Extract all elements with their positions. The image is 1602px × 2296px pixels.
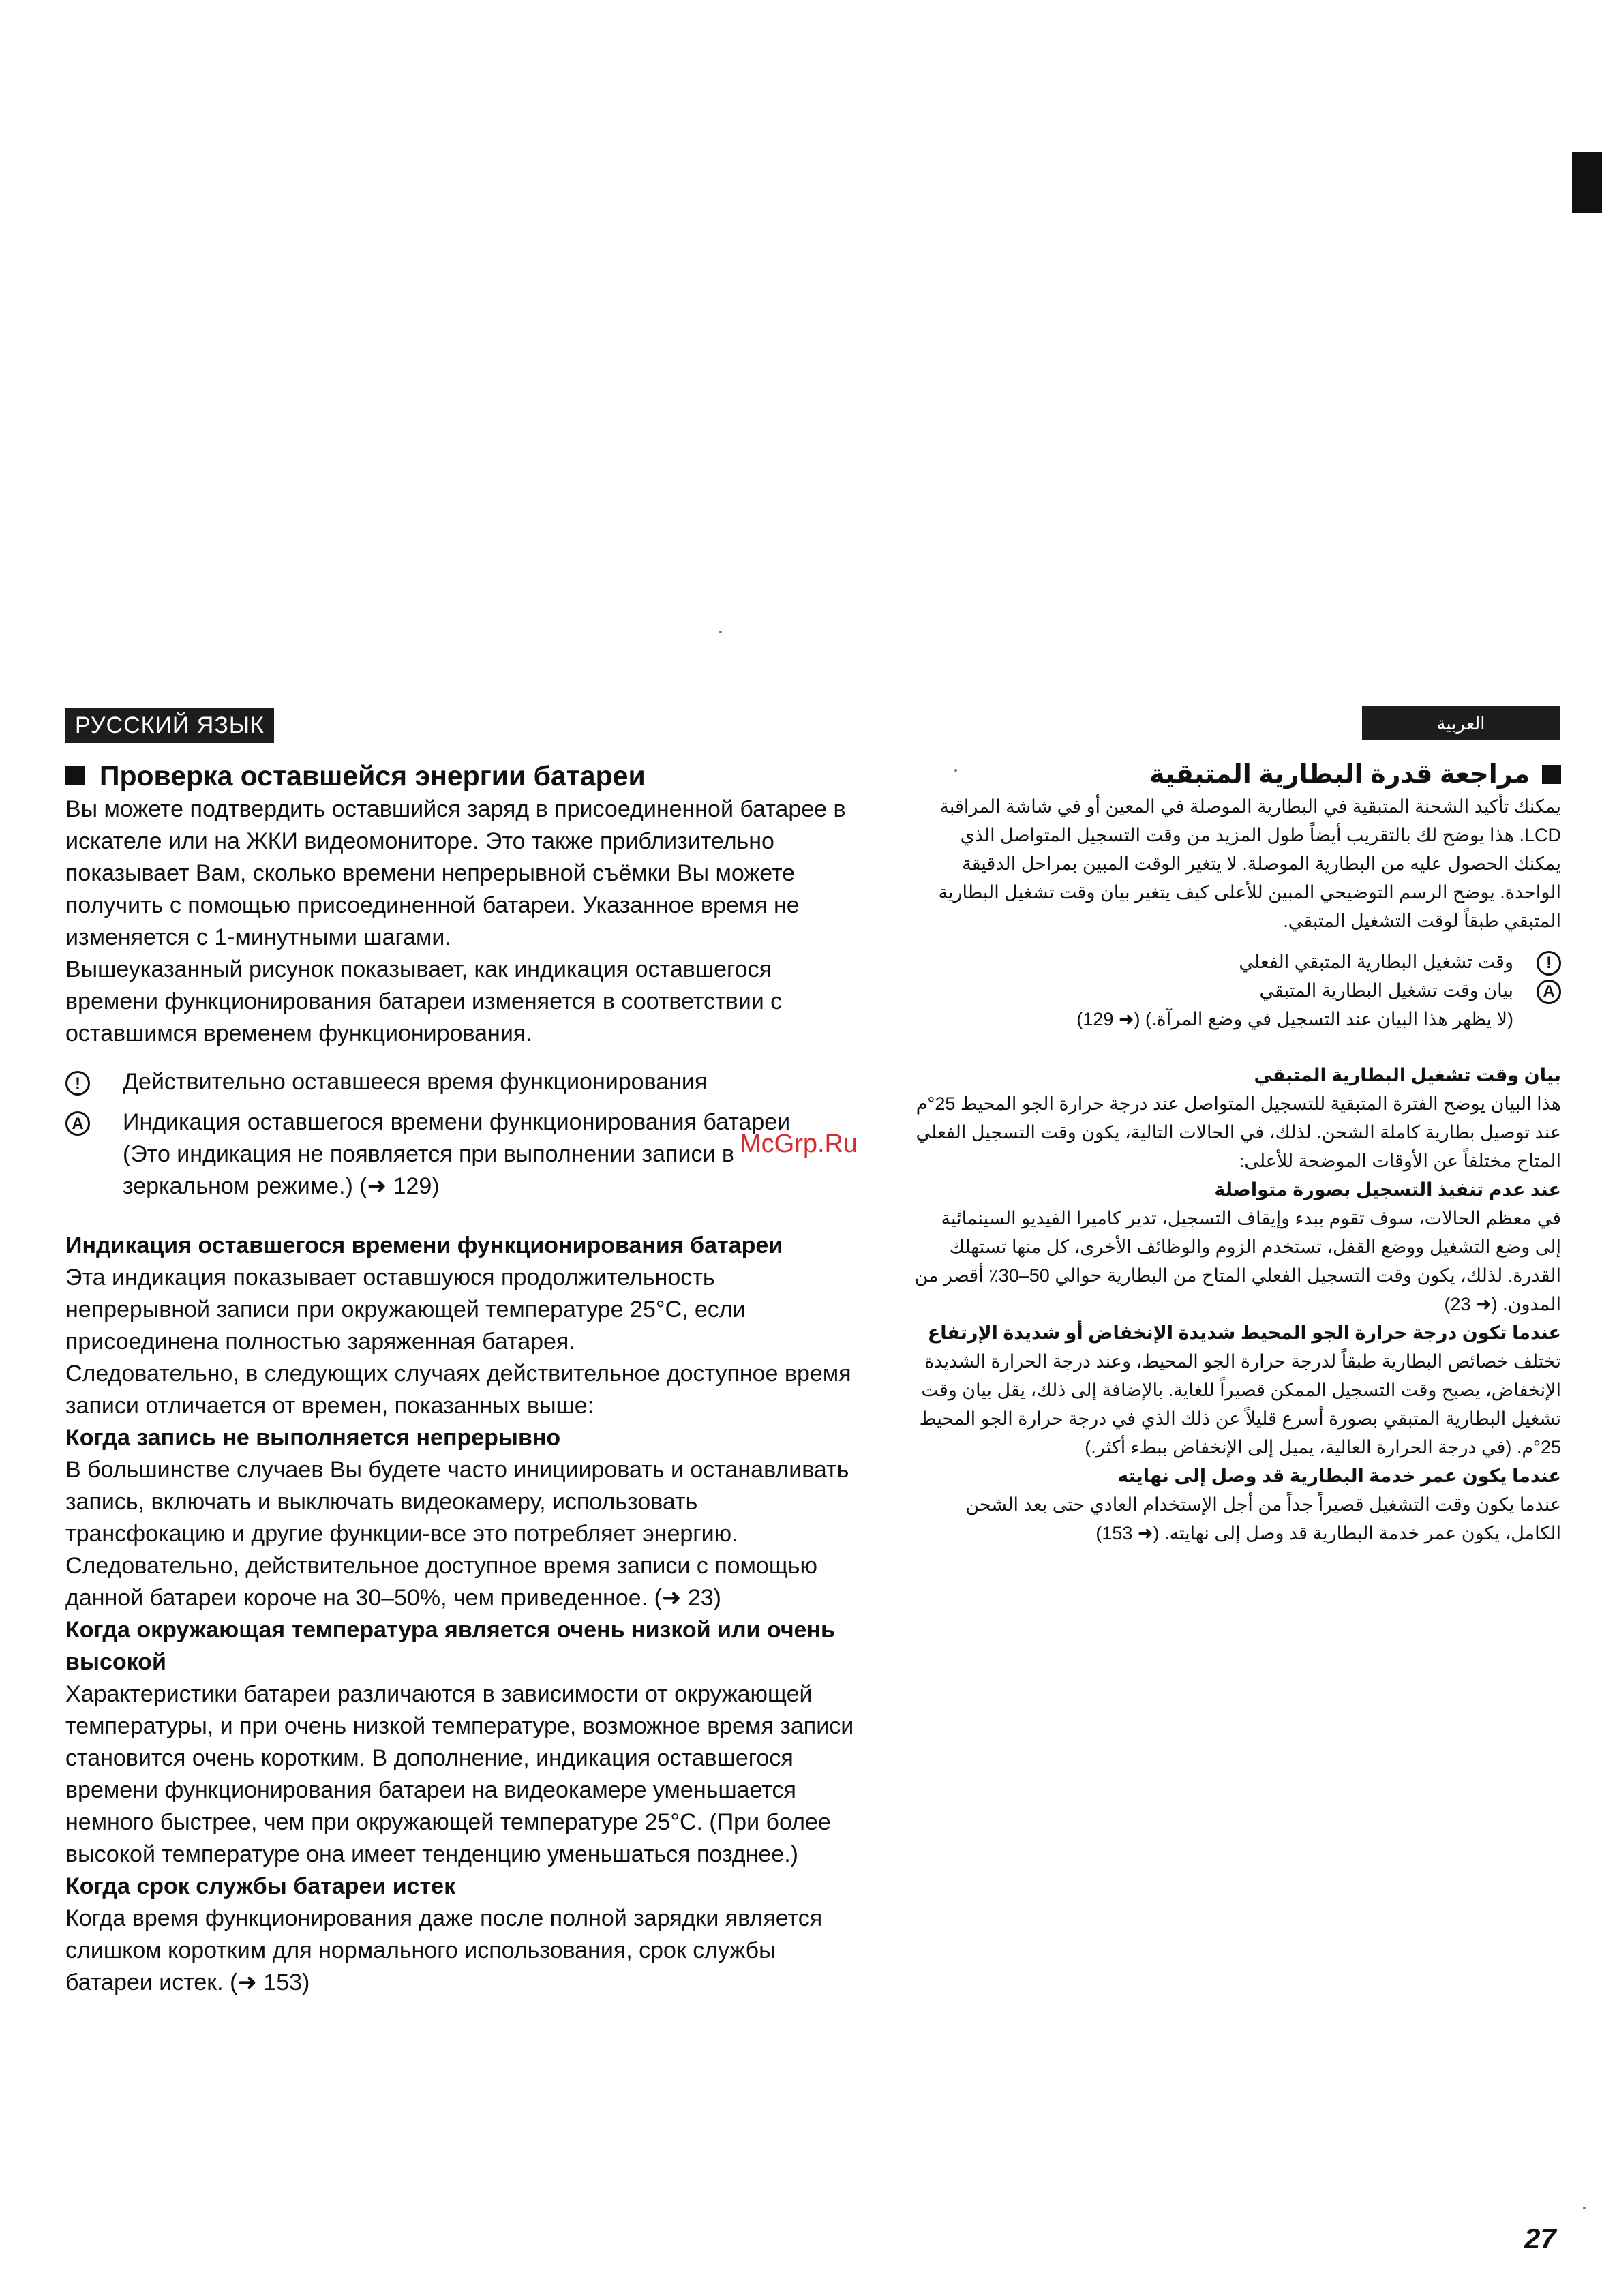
page-edge-tab: [1572, 152, 1602, 213]
arabic-intro: يمكنك تأكيد الشحنة المتبقية في البطارية الموصلة في المعين أو في شاشة المراقبة LCD. هذا يوضح لك بالتقريب أيضاً طول المزيد من وقت التسجيل المتواصل الذي يمكنك الحصول عليه من البطارية الموصلة. لا يتغير الوقت المبين بمراحل الدقيقة الواحدة. يوضح الرسم التوضيحي المبين للأعلى كيف يتغير بيان وقت تشغيل البطارية المتبقي طبقاً لوقت التشغيل المتبقي.: [938, 796, 1561, 931]
page-number: 27: [1524, 2222, 1556, 2254]
bullet-square-icon: [65, 766, 85, 785]
exclamation-circle-icon: !: [1537, 951, 1561, 976]
scan-speck: [719, 631, 722, 633]
heading-text: Проверка оставшейся энергии батареи: [100, 760, 646, 791]
note-text: Индикация оставшегося времени функционирования батареи: [123, 1109, 791, 1135]
arabic-heading: [913, 757, 1561, 792]
russian-column: [65, 708, 856, 1999]
note-text: Действительно оставшееся время функционирования: [123, 1069, 708, 1095]
case-text: تختلف خصائص البطارية طبقاً لدرجة حرارة الجو المحيط، وعند درجة الحرارة الشديدة الإنخفاض، يصبح وقت التسجيل الممكن قصيراً للغاية. بالإضافة إلى ذلك، يقل بيان وقت تشغيل البطارية المتبقي بصورة أسرع قليلاً عن ذلك الذي في درجة حرارة الجو المحيط 25°م. (في درجة الحرارة العالية، يميل إلى الإنخفاض ببطء أكثر.): [919, 1351, 1561, 1457]
watermark-text: McGrp.Ru: [740, 1130, 858, 1158]
note-subtext: (لا يظهر هذا البيان عند التسجيل في وضع المرآة.) (➜ 129): [1076, 1009, 1513, 1029]
note-item: [65, 1066, 856, 1098]
language-tab-arabic: العربية: [1362, 706, 1560, 740]
case-text: В большинстве случаев Вы будете часто инициировать и останавливать запись, включать и выключать видеокамеру, использовать трансфокацию и другие функции-все это потребляет энергию. Следовательно, действительное доступное время записи с помощью данной батареи короче на 30–50%, чем приведенное. (➜ 23): [65, 1457, 849, 1611]
case-title: عند عدم تنفيذ التسجيل بصورة متواصلة: [1214, 1179, 1561, 1200]
subsection-title: Индикация оставшегося времени функционирования батареи: [65, 1233, 783, 1258]
case-title: Когда запись не выполняется непрерывно: [65, 1425, 561, 1451]
subsection-text: Эта индикация показывает оставшуюся продолжительность непрерывной записи при окружающей температуре 25°C, если присоединена полностью заряженная батарея.: [65, 1265, 746, 1355]
subsection-text-2: Следовательно, в следующих случаях действительное доступное время записи отличается от времен, показанных выше:: [65, 1361, 851, 1419]
case-title: عندما يكون عمر خدمة البطارية قد وصل إلى نهايته: [1117, 1466, 1561, 1486]
note-text: بيان وقت تشغيل البطارية المتبقي: [1259, 980, 1513, 1001]
case-title: عندما تكون درجة حرارة الجو المحيط شديدة الإنخفاض أو شديدة الإرتفاع: [927, 1323, 1561, 1343]
note-item: [913, 948, 1561, 976]
letter-a-circle-icon: A: [65, 1111, 90, 1136]
intro-paragraph: Вы можете подтвердить оставшийся заряд в присоединенной батарее в искателе или на ЖКИ видеомониторе. Это также приблизительно показывает Вам, сколько времени непрерывной съёмки Вы можете получить с помощью присоединенной батареи. Указанное время не изменяется с 1-минутными шагами.: [65, 796, 846, 950]
notes-list: [65, 1066, 856, 1203]
note-text: وقت تشغيل البطارية المتبقي الفعلي: [1239, 952, 1513, 972]
case-text: Характеристики батареи различаются в зависимости от окружающей температуры, и при очень низкой температуре, возможное время записи становится очень коротким. В дополнение, индикация оставшегося времени функционирования батареи на видеокамере уменьшается немного быстрее, чем при окружающей температуре 25°C. (При более высокой температуре она имеет тенденцию уменьшаться позднее.): [65, 1681, 854, 1867]
letter-a-circle-icon: A: [1537, 980, 1561, 1004]
arabic-subsection-text: هذا البيان يوضح الفترة المتبقية للتسجيل المتواصل عند درجة حرارة الجو المحيط 25°م عند توصيل بطارية كاملة الشحن. لذلك، في الحالات التالية، يكون وقت التسجيل الفعلي المتاح مختلفاً عن الأوقات الموضحة للأعلى:: [916, 1093, 1561, 1171]
case-text: في معظم الحالات، سوف تقوم ببدء وإيقاف التسجيل، تدير كاميرا الفيديو السينمائية إلى وضع التشغيل ووضع القفل، تستخدم الزوم والوظائف الأخرى، كل منها تستهلك القدرة. لذلك، يكون وقت التسجيل الفعلي المتاح من البطارية حوالي 50–30٪ أقصر من المدون. (➜ 23): [914, 1208, 1561, 1314]
exclamation-circle-icon: !: [65, 1071, 90, 1096]
note-item: [913, 976, 1561, 1033]
scan-speck: [1583, 2207, 1586, 2209]
language-tab-russian: РУССКИЙ ЯЗЫК: [65, 708, 274, 743]
case-title: Когда срок службы батареи истек: [65, 1873, 456, 1899]
case-text: Когда время функционирования даже после полной зарядки является слишком коротким для нормального использования, срок службы батареи истек. (➜ 153): [65, 1905, 823, 1995]
arabic-subsection-title: بيان وقت تشغيل البطارية المتبقي: [1254, 1065, 1561, 1085]
arabic-notes-list: [913, 948, 1561, 1033]
section-heading: [65, 758, 856, 794]
intro-paragraph-2: Вышеуказанный рисунок показывает, как индикация оставшегося времени функционирования батареи изменяется в соответствии с оставшимся временем функционирования.: [65, 956, 783, 1046]
arabic-heading-text: مراجعة قدرة البطارية المتبقية: [1149, 760, 1530, 789]
case-title: Когда окружающая температура является очень низкой или очень высокой: [65, 1617, 835, 1675]
bullet-square-icon: [1542, 765, 1561, 784]
scan-speck: [954, 769, 957, 772]
case-text: عندما يكون وقت التشغيل قصيراً جداً من أجل الإستخدام العادي حتى بعد الشحن الكامل، يكون عمر خدمة البطارية قد وصل إلى نهايته. (➜ 153): [965, 1494, 1561, 1543]
note-subtext: (Это индикация не появляется при выполнении записи в зеркальном режиме.) (➜ 129): [123, 1141, 734, 1199]
note-item: [65, 1106, 856, 1203]
arabic-column: [913, 706, 1561, 1547]
